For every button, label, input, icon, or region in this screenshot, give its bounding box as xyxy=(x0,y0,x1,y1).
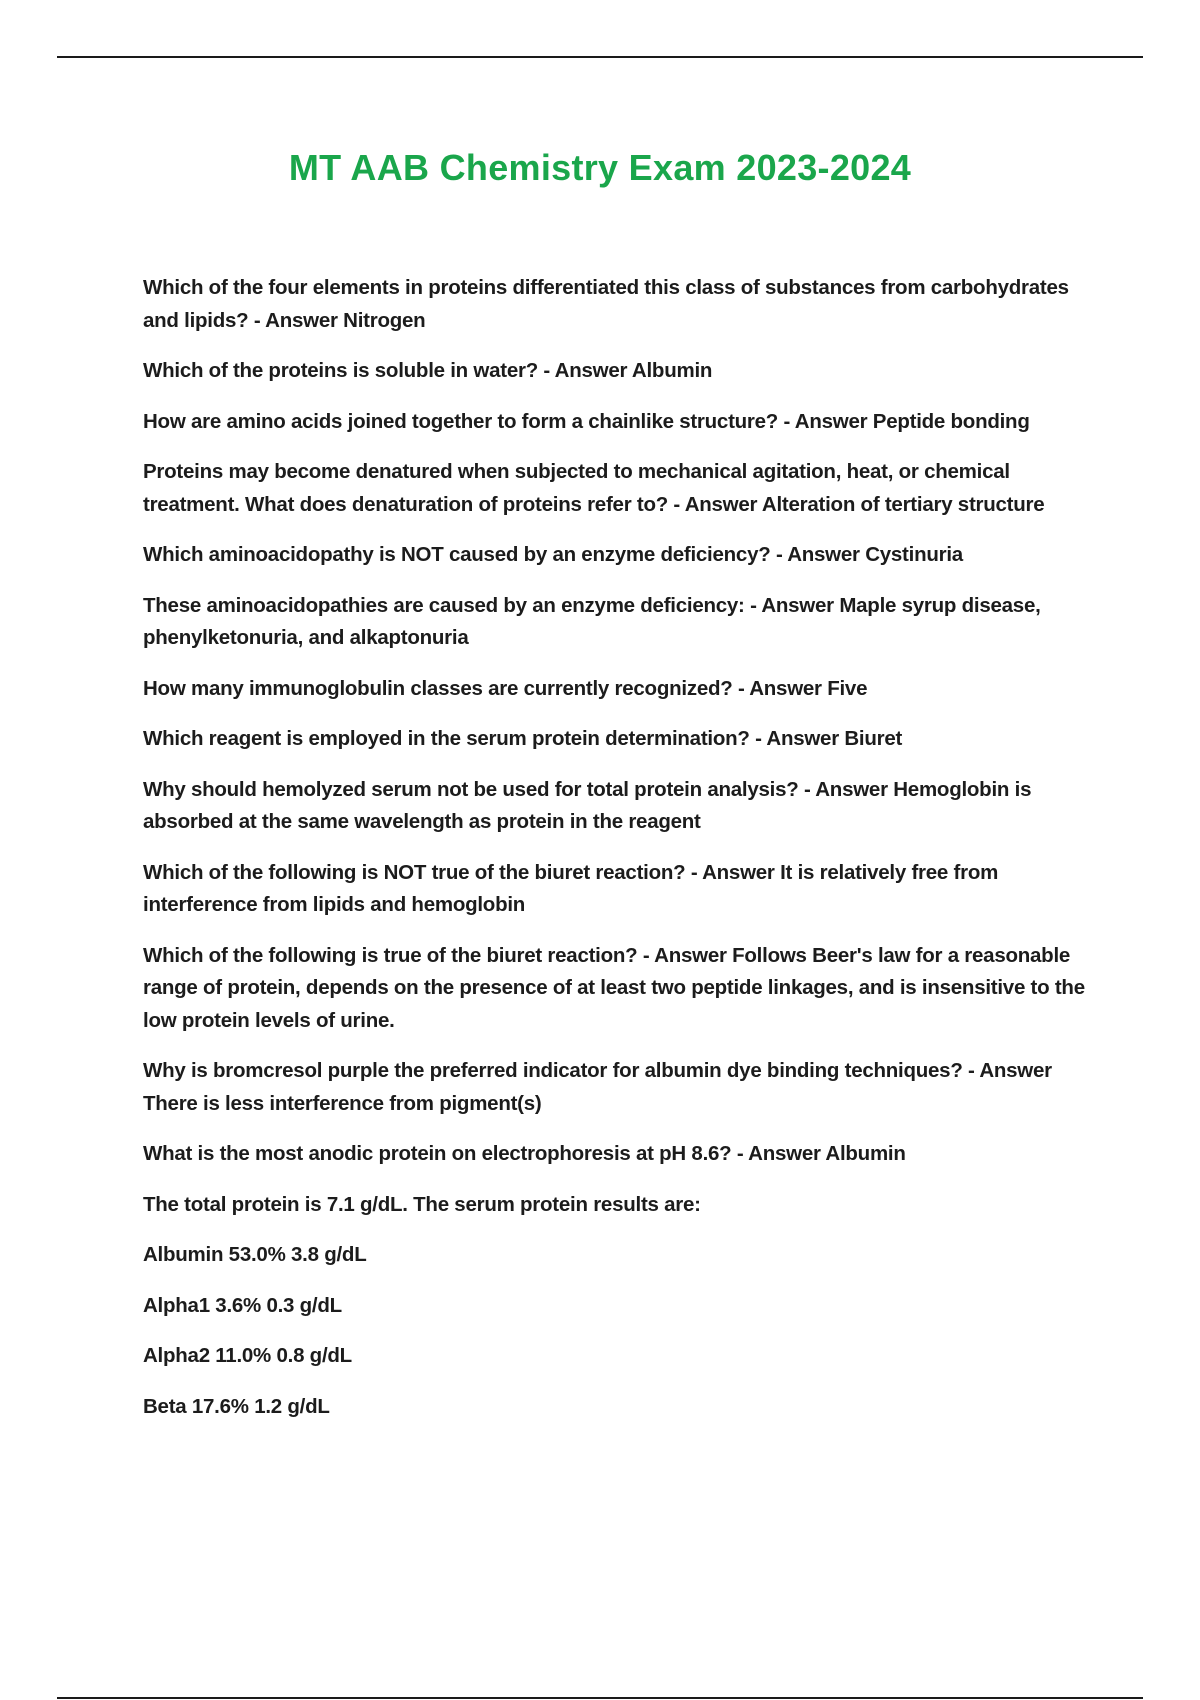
qa-item: Which reagent is employed in the serum protein determination? - Answer Biuret xyxy=(143,727,903,750)
qa-item: The total protein is 7.1 g/dL. The serum protein results are: xyxy=(143,1192,701,1216)
qa-item: How many immunoglobulin classes are currently recognized? - Answer Five xyxy=(143,676,868,700)
qa-item: Which of the proteins is soluble in water? - Answer Albumin xyxy=(143,359,713,382)
qa-item: Which of the four elements in proteins differentiated this class of substances from carbohydrates and lipids? - Answer Nitrogen xyxy=(143,276,1069,332)
bottom-rule xyxy=(57,1697,1143,1699)
top-rule xyxy=(57,56,1143,58)
qa-item: Why should hemolyzed serum not be used for total protein analysis? - Answer Hemoglobin is absorbed at the same wavelength as protein in the reagent xyxy=(143,777,1032,833)
protein-result-line: Alpha2 11.0% 0.8 g/dL xyxy=(143,1344,352,1367)
protein-result-line: Albumin 53.0% 3.8 g/dL xyxy=(143,1243,367,1266)
qa-item: How are amino acids joined together to form a chainlike structure? - Answer Peptide bonding xyxy=(143,409,1030,433)
qa-item: Proteins may become denatured when subjected to mechanical agitation, heat, or chemical treatment. What does denaturation of proteins refer to? - Answer Alteration of tertiary structure xyxy=(143,460,1045,516)
protein-result-line: Alpha1 3.6% 0.3 g/dL xyxy=(143,1293,342,1317)
qa-item: These aminoacidopathies are caused by an enzyme deficiency: - Answer Maple syrup disease, phenylketonuria, and alkaptonuria xyxy=(143,593,1041,649)
qa-item: Which of the following is NOT true of the biuret reaction? - Answer It is relatively free from interference from lipids and hemoglobin xyxy=(143,860,999,916)
qa-item: Which aminoacidopathy is NOT caused by an enzyme deficiency? - Answer Cystinuria xyxy=(143,543,963,566)
document-title: MT AAB Chemistry Exam 2023-2024 xyxy=(288,147,912,188)
qa-item: Which of the following is true of the biuret reaction? - Answer Follows Beer's law for a reasonable range of protein, depends on the presence of at least two peptide linkages, and is insensitive to the low protein levels of urine. xyxy=(143,943,1085,1032)
protein-result-line: Beta 17.6% 1.2 g/dL xyxy=(143,1394,330,1418)
qa-list xyxy=(143,272,1088,1441)
qa-item: Why is bromcresol purple the preferred indicator for albumin dye binding techniques? - Answer There is less interference from pigment(s) xyxy=(143,1059,1052,1115)
qa-item: What is the most anodic protein on electrophoresis at pH 8.6? - Answer Albumin xyxy=(143,1142,906,1165)
